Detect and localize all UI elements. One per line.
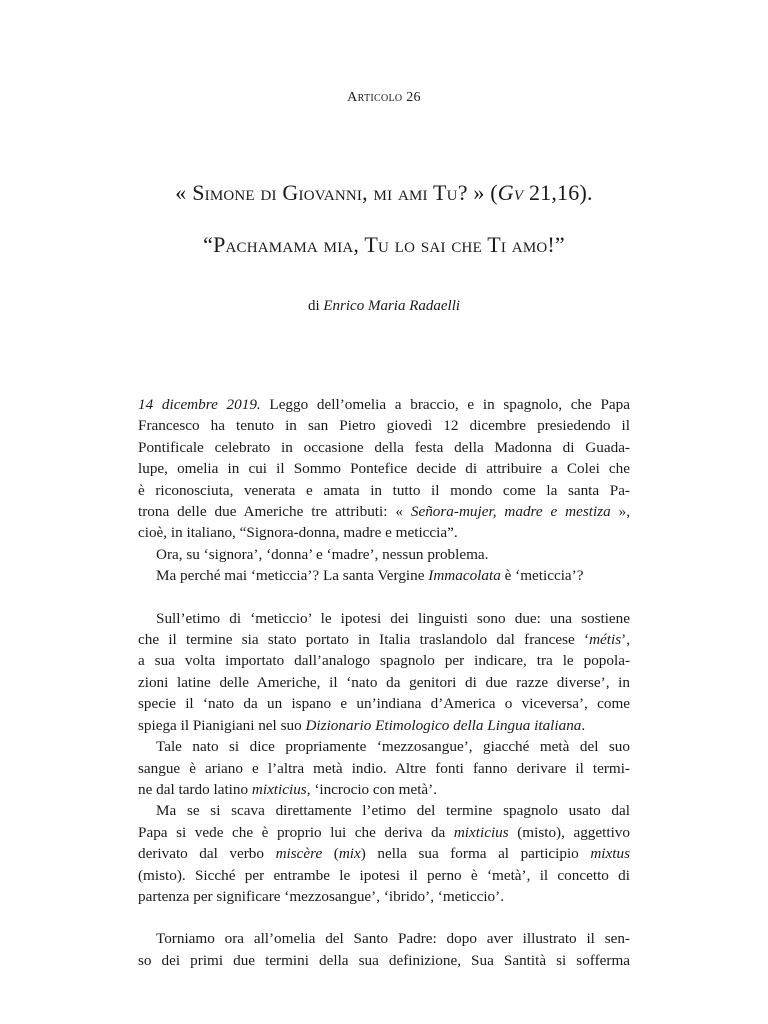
scripture-reference: Gv: [497, 180, 524, 205]
article-label: Articolo 26: [347, 90, 421, 105]
paragraph-5: Tale nato si dice propriamente ‘mezzosangue’, giacché metà del suo sangue è ariano e l’altra metà indio. Altre fonti fanno derivare il termi- ne dal tardo latino mixticius, ‘incrocio con metà’.: [138, 738, 630, 798]
paragraph-1: 14 dicembre 2019. Leggo dell’omelia a braccio, e in spagnolo, che Papa Francesco ha tenuto in san Pietro giovedì 12 dicembre presiedendo il Pontificale celebrato in occasione della festa della Madonna di Guada- lupe, omelia in cui il Sommo Pontefice decide di attribuire a Colei che è riconosciuta, venerata e amata in tutto il mondo come la santa Pa- trona delle due Americhe tre attributi: « Señora-mujer, madre e mestiza », cioè, in italiano, “Signora-donna, madre e meticcia”.: [138, 396, 631, 542]
paragraph-3: Ma perché mai ‘meticcia’? La santa Vergine Immacolata è ‘meticcia’?: [156, 567, 584, 585]
byline: di Enrico Maria Radaelli: [307, 298, 461, 314]
date: 14 dicembre 2019.: [138, 396, 261, 413]
author-name: Enrico Maria Radaelli: [323, 298, 461, 314]
article-body: [138, 394, 630, 971]
paragraph-2: Ora, su ‘signora’, ‘donna’ e ‘madre’, nessun problema.: [156, 545, 489, 563]
article-title-line-1: « Simone di Giovanni, mi ami Tu? » (Gv 21,16).: [175, 180, 593, 205]
article-title-line-2: “Pachamama mia, Tu lo sai che Ti amo!”: [203, 232, 565, 257]
paragraph-4: Sull’etimo di ‘meticcio’ le ipotesi dei linguisti sono due: una sostiene che il termine sia stato portato in Italia traslandolo dal francese ‘métis’, a sua volta importato dall’analogo spagnolo per indicare, tra le popola- zioni latine delle Americhe, il ‘nato da genitori di due razze diverse’, in specie il ‘nato da un ispano e un’indiana d’America o viceversa’, come spiega il Pianigiani nel suo Dizionario Etimologico della Lingua italiana.: [138, 609, 630, 734]
paragraph-7: Torniamo ora all’omelia del Santo Padre: dopo aver illustrato il sen- so dei primi due termini della sua definizione, Sua Santità si sofferma: [138, 930, 630, 969]
paragraph-6: Ma se si scava direttamente l’etimo del termine spagnolo usato dal Papa si vede che è proprio lui che deriva da mixticius (misto), aggettivo derivato dal verbo miscère (mix) nella sua forma al participio mixtus (misto). Sicché per entrambe le ipotesi il perno è ‘metà’, il concetto di partenza per significare ‘mezzosangue’, ‘ibrido’, ‘meticcio’.: [138, 802, 630, 905]
